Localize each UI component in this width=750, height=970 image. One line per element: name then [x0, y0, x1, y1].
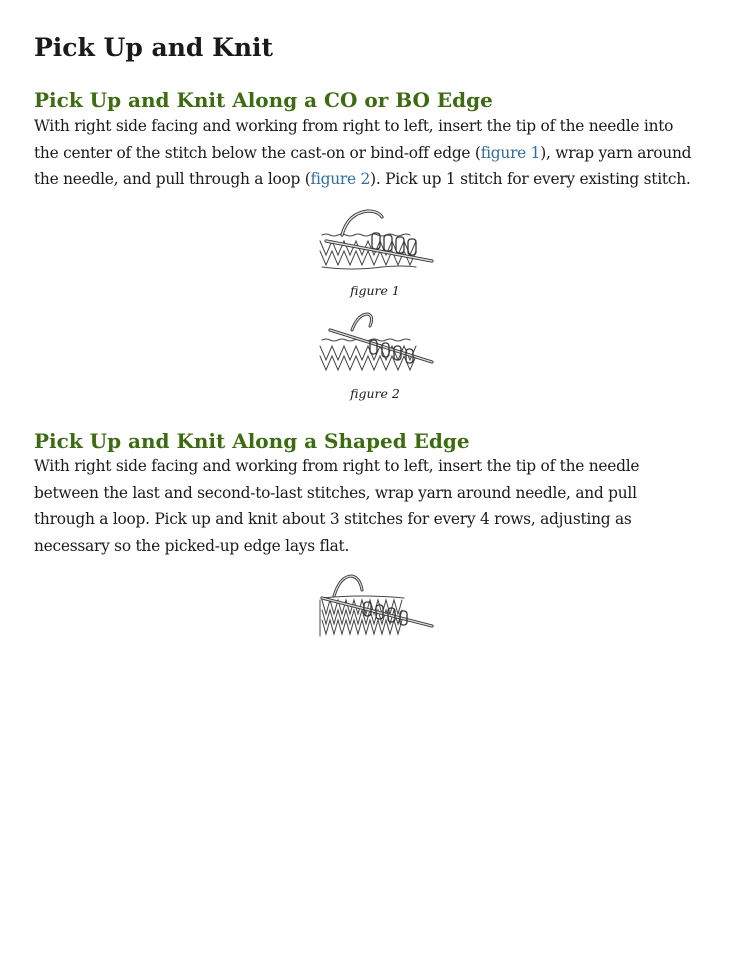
- paragraph-line: With right side facing and working from right to left, insert the tip of the needle into: [34, 117, 674, 135]
- paragraph-line: through a loop. Pick up and knit about 3 stitches for every 4 rows, adjusting as: [34, 510, 632, 528]
- text-run: the center of the stitch below the cast-on or bind-off edge (: [34, 143, 481, 162]
- figure-2-illustration: [312, 308, 437, 378]
- text-run: the needle, and pull through a loop (: [34, 170, 311, 188]
- section-paragraph-co-bo-edge: [34, 113, 724, 193]
- paragraph-line: With right side facing and working from right to left, insert the tip of the needle: [34, 457, 640, 475]
- figure-2-caption: figure 2: [350, 386, 400, 401]
- text-run: ). Pick up 1 stitch for every existing stitch.: [370, 170, 691, 188]
- text-run: ), wrap yarn around: [540, 143, 692, 162]
- shaped-edge-illustration: [312, 570, 437, 642]
- figure-1-link[interactable]: figure 1: [480, 143, 541, 162]
- figure-1-illustration: [312, 205, 437, 275]
- page-title: Pick Up and Knit: [34, 33, 274, 62]
- figure-1-caption: figure 1: [350, 283, 400, 298]
- section-heading-co-bo-edge: Pick Up and Knit Along a CO or BO Edge: [34, 88, 493, 112]
- paragraph-line: [34, 140, 724, 167]
- paragraph-line: [34, 166, 724, 193]
- section-paragraph-shaped-edge: [34, 453, 724, 559]
- paragraph-line: necessary so the picked-up edge lays flat.: [34, 536, 350, 555]
- section-heading-shaped-edge: Pick Up and Knit Along a Shaped Edge: [34, 429, 470, 453]
- paragraph-line: between the last and second-to-last stitches, wrap yarn around needle, and pull: [34, 483, 637, 502]
- figure-2-link[interactable]: figure 2: [310, 170, 371, 188]
